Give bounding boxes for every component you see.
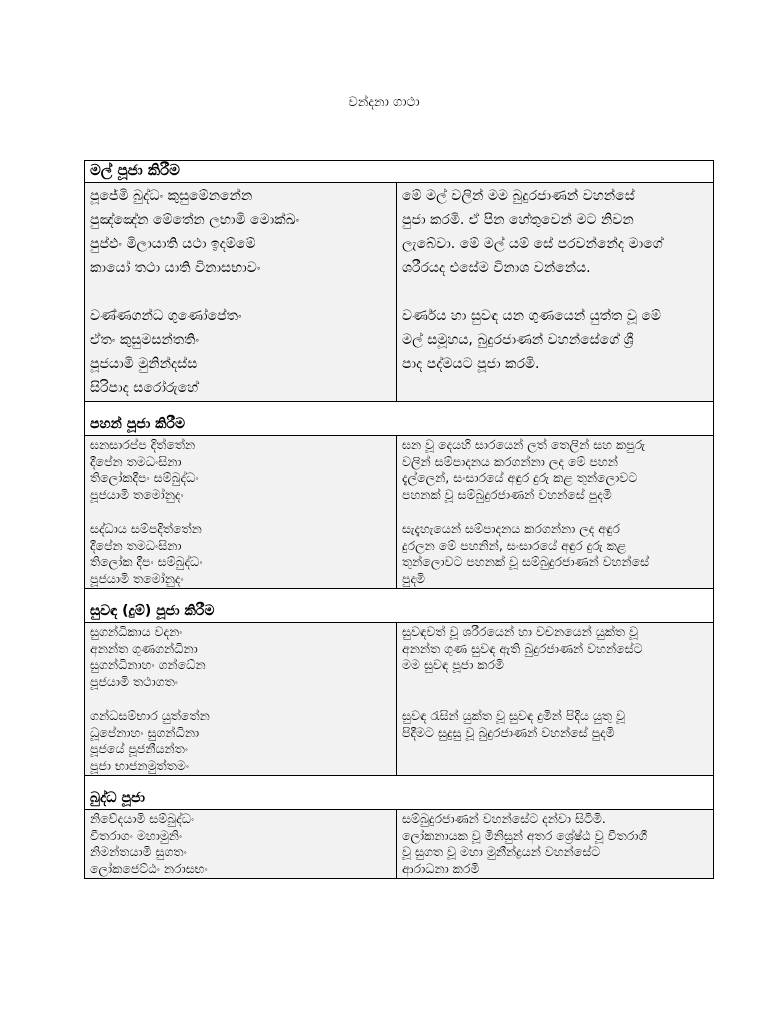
meaning-line: දුරලන මේ පහනින්, සංසාරයේ අඳුර දුරු කළ <box>402 537 627 553</box>
section-heading-row <box>85 589 714 623</box>
verse-line: සද්ධාය සම්පදිත්තේන <box>90 521 202 536</box>
meaning-line: ලෝකනායක වූ මිනිසුන් අතර ශ්‍රේෂ්ඨ වූ වීතරාගී <box>402 827 648 843</box>
verse-line: සිරිපාද සරෝරුහේ <box>90 380 199 396</box>
meaning-cell <box>397 436 714 589</box>
section-heading: සුවඳ (දුම්) පූජා කිරීම <box>85 589 714 623</box>
verse-gap <box>90 503 391 521</box>
verse-line: නිවේදයාමි සම්බුද්ධං <box>90 811 195 826</box>
gatha-table <box>84 160 714 879</box>
meaning-line: ආරාධනා කරමි <box>402 860 480 876</box>
meaning-line: පාද පද්මයට පූජා කරමි. <box>402 356 540 372</box>
meaning-line: මල් සමූහය, බුදුරජාණන් වහන්සේගේ ශ්‍රී <box>402 332 634 348</box>
verse-line: සුගන්ධිනාහං ගන්ධේන <box>90 657 206 672</box>
verse-line: පූජයාමි තමෝනුදං <box>90 570 184 586</box>
verse-line: අනන්ත ගුණගන්ධිනා <box>90 640 198 656</box>
section-body-row <box>85 810 714 879</box>
pali-verse-cell <box>85 810 397 879</box>
verse-line: දීපේන තමධංසිනා <box>90 453 182 469</box>
verse-line: පූජයාමි තමෝනුදං <box>90 486 184 502</box>
verse-gap <box>90 690 391 708</box>
verse-line: ඒතං කුසුමසන්තතිං <box>90 332 200 348</box>
meaning-gap <box>402 280 708 304</box>
meaning-cell <box>397 183 714 402</box>
verse-line: පූජා භාජනමුත්තමං <box>90 757 190 773</box>
meaning-line: පිදීමට සුදුසු වූ බුදුරජාණන් වහන්සේ පුදමි <box>402 724 615 740</box>
meaning-gap <box>402 690 708 708</box>
verse-line: තිලෝකදීපං සම්බුද්ධං <box>90 470 199 485</box>
pali-verse-cell <box>85 623 397 776</box>
pali-verse-cell <box>85 183 397 402</box>
meaning-line: මම සුවඳ පූජා කරමි <box>402 657 504 672</box>
meaning-line: පුදමි <box>402 570 426 586</box>
meaning-line: වූ සුගත වූ මහා මුනීන්ද්‍රයන් වහන්සේට <box>402 844 601 859</box>
section-heading: මල් පූජා කිරීම <box>85 161 714 183</box>
verse-line: ඝනසාරප්ප දිත්තේන <box>90 437 196 452</box>
meaning-line: පුජා කරමි. ඒ පින හේතුවෙන් මට නිවන <box>402 212 634 228</box>
section-heading-row <box>85 776 714 810</box>
section-heading: පහන් පූජා කිරීම <box>85 402 714 436</box>
verse-line: පූජේමි බුද්ධං කුසුමේනනේන <box>90 188 253 204</box>
meaning-cell <box>397 810 714 879</box>
verse-line: වණ්ණගන්ධ ගුණෝපේතං <box>90 308 242 324</box>
meaning-line: සුවඳ රැසින් යුක්ත වූ සුවඳ දුමින් පිදිය යුතු වූ <box>402 708 625 723</box>
meaning-line: පහනක් වූ සම්බුදුරජාණන් වහන්සේ පුදමි <box>402 486 612 502</box>
section-body-row <box>85 183 714 402</box>
meaning-line: ලැබේවා. මේ මල් යම් සේ පරවන්නේද මාගේ <box>402 236 663 252</box>
verse-line: දීපේන තමධංසිනා <box>90 537 182 553</box>
section-body-row <box>85 436 714 589</box>
pali-verse-cell <box>85 436 397 589</box>
meaning-gap <box>402 503 708 521</box>
verse-gap <box>90 280 391 304</box>
meaning-line: වලින් සම්පාදනය කරගන්නා ලද මේ පහන් <box>402 453 618 469</box>
meaning-line: සැදැහැයෙන් සම්පාදනය කරගන්නා ලද අඳුර <box>402 521 620 536</box>
section-heading: බුද්ධ පූජා <box>85 776 714 810</box>
verse-line: පූජයේ පූජනීයන්තං <box>90 741 188 756</box>
meaning-line: වර්ණය හා සුවඳ යන ගුණයෙන් යුත්ත වූ මේ <box>402 308 661 324</box>
meaning-gap <box>402 674 708 691</box>
verse-line: පුඤ්ඤේන මේතේන ලභාමි මොක්ඛං <box>90 212 300 228</box>
meaning-line: තුන්ලොවට පහනක් වූ සම්බුදුරජාණන් වහන්සේ <box>402 554 650 569</box>
section-heading-row <box>85 402 714 436</box>
meaning-line: ශරීරයද එසේම විනාශ වන්නේය. <box>402 260 591 276</box>
section-heading-row <box>85 161 714 183</box>
meaning-line: ඝන වූ දෙයහි සාරයෙන් ලත් තෙලින් සහ කපුරු <box>402 437 646 452</box>
verse-line: නිමන්තයාමි සුගතං <box>90 844 187 859</box>
meaning-line: සම්බුදුරජාණන් වහන්සේට දන්වා සිටිමි. <box>402 811 606 826</box>
meaning-line: සුවඳවත් වූ ශරීරයෙන් හා වචනයෙන් යුක්ත වූ <box>402 624 639 639</box>
verse-line: පූජයාමි මුනින්දස්ස <box>90 356 198 372</box>
meaning-line: මේ මල් වලින් මම බුදුරජාණන් වහන්සේ <box>402 188 635 204</box>
meaning-line: අනන්ත ගුණ සුවඳ ඇති බුදුරජාණන් වහන්සේට <box>402 640 643 656</box>
page-title: වන්දනා ගාථා <box>348 95 420 110</box>
verse-line: පූජයාමි තථාගතං <box>90 673 178 689</box>
verse-line: ධූපේනාහං සුගන්ධිනා <box>90 724 200 740</box>
section-body-row <box>85 623 714 776</box>
verse-line: සුගන්ධිකාය වදනං <box>90 624 183 639</box>
verse-line: පුප්ඵං මිලායාති යථා ඉදම්මේ <box>90 236 256 252</box>
verse-line: ලෝකජෙට්ඨං නරාසභං <box>90 860 208 876</box>
verse-line: කායෝ තථා යාති විනාසභාවං <box>90 260 261 276</box>
verse-line: තිලෝක දීපං සම්බුද්ධං <box>90 554 203 569</box>
verse-line: ගන්ධසම්භාර යුත්තේන <box>90 708 210 723</box>
meaning-cell <box>397 623 714 776</box>
verse-line: වීතරාගං මහාමුනිං <box>90 827 183 843</box>
meaning-line: දැල්ලෙන්, සංසාරයේ අඳුර දුරු කළ තුන්ලොවට <box>402 470 638 485</box>
